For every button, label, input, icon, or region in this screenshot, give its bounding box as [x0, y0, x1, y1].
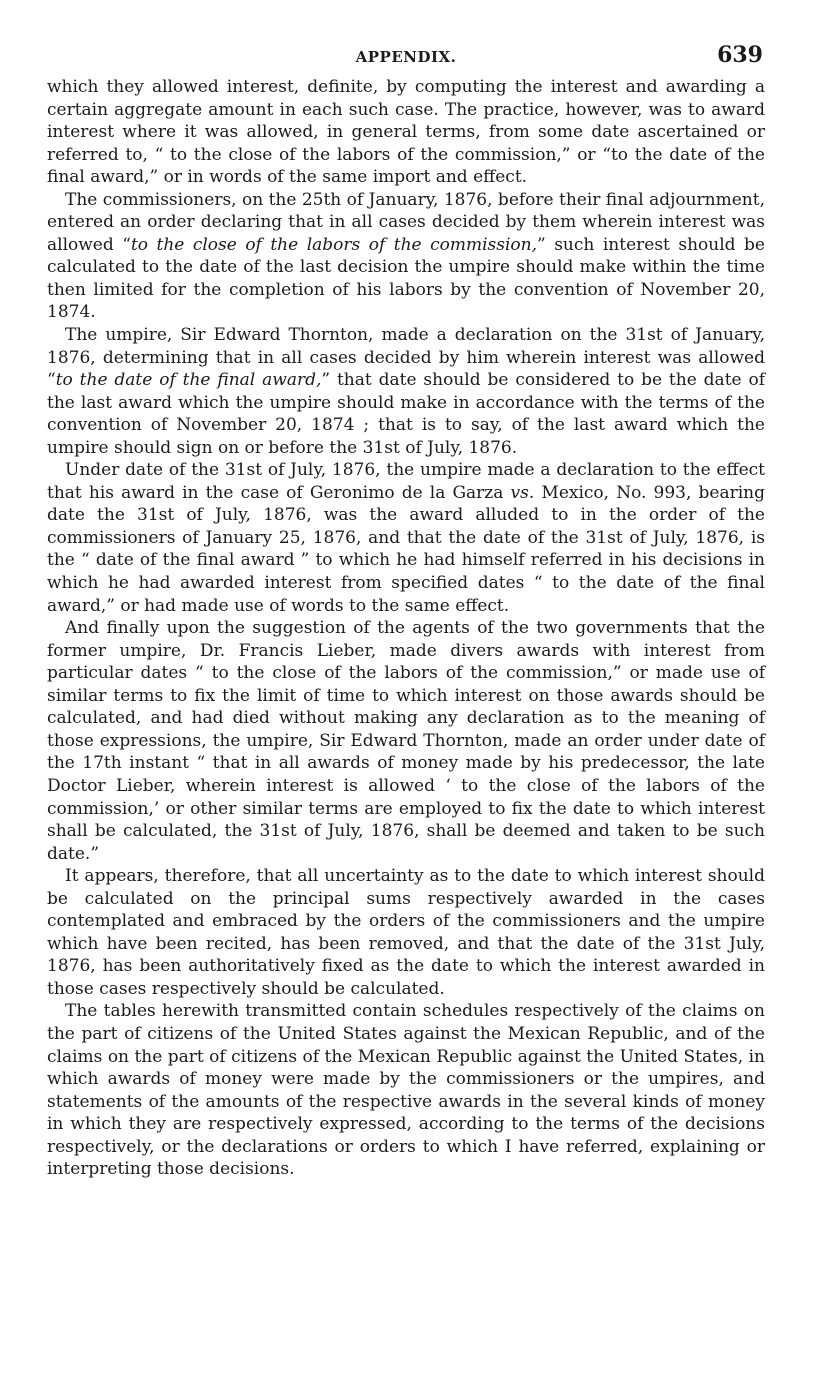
body-text — [47, 76, 765, 1181]
document-page — [47, 40, 765, 1181]
running-header — [47, 40, 765, 76]
paragraph-1-text: which they allowed interest, definite, by computing the interest and awarding a certain aggregate amount in each such case. The practice, however, was to award interest where it was allowed, in general terms, from some date ascertained or referred to, “ to the close of the labors of the commission,” or “to the date of the final award,” or in words of the same import and effect. — [47, 77, 765, 188]
paragraph-3-italic: to the date of the final award, — [55, 370, 322, 391]
paragraph-7 — [47, 1000, 765, 1180]
paragraph-7-text: The tables herewith transmitted contain schedules respectively of the claims on the part of citizens of the United States against the Mexican Republic, and of the claims on the part of citizens of the Mexican Republic against the United States, in which awards of money were made by the commissioners or the umpires, and statements of the amounts of the respective awards in the several kinds of money in which they are respectively expressed, according to the terms of the decisions respectively, or the declarations or orders to which I have referred, explaining or interpreting those decisions. — [47, 1001, 765, 1180]
paragraph-4-italic: vs. — [510, 482, 535, 503]
paragraph-3-text-after: ” that date should be considered to be the date of the last award which the umpire should make in accordance with the terms of the convention of November 20, 1874 ; that is to say, of the last award which the umpire should sign on or before the 31st of July, 1876. — [47, 370, 766, 458]
paragraph-5-text: And finally upon the suggestion of the agents of the two governments that the former umpire, Dr. Francis Lieber, made divers awards with interest from particular dates “ to the close of the labors of the commission,” or made use of similar terms to fix the limit of time to which interest on those awards should be calculated, and had died without making any declaration as to the meaning of those expressions, the umpire, Sir Edward Thornton, made an order under date of the 17th instant “ that in all awards of money made by his predecessor, the late Doctor Lieber, wherein interest is allowed ‘ to the close of the labors of the commission,’ or other similar terms are employed to fix the date to which interest shall be calculated, the 31st of July, 1876, shall be deemed and taken to be such date.” — [47, 618, 765, 864]
paragraph-5 — [47, 617, 765, 865]
paragraph-3 — [47, 324, 765, 459]
paragraph-3-text-before: The umpire, Sir Edward Thornton, made a declaration on the 31st of January, 1876, determining that in all cases decided by him wherein interest was allowed “ — [47, 325, 765, 391]
paragraph-2-italic: to the close of the labors of the commission, — [130, 234, 538, 255]
paragraph-4 — [47, 459, 765, 617]
paragraph-6-text: It appears, therefore, that all uncertainty as to the date to which interest should be calculated on the principal sums respectively awarded in the cases contemplated and embraced by the orders of the commissioners and the umpire which have been recited, has been removed, and that the date of the 31st July, 1876, has been authoritatively fixed as the date to which the interest awarded in those cases respectively should be calculated. — [47, 866, 765, 999]
paragraph-6 — [47, 865, 765, 1000]
paragraph-2-text-after: ” such interest should be calculated to the date of the last decision the umpire should make within the time then limited for the completion of his labors by the convention of November 20, 1874. — [47, 234, 765, 323]
paragraph-2 — [47, 189, 765, 324]
paragraph-1 — [47, 76, 765, 189]
paragraph-4-text-after: Mexico, No. 993, bearing date the 31st of July, 1876, was the award alluded to in the order of the commissioners of January 25, 1876, and that the date of the 31st of July, 1876, is the “ date of the final award ” to which he had himself referred in his decisions in which he had awarded interest from specified dates “ to the date of the final award,” or had made use of words to the same effect. — [47, 482, 766, 616]
running-title: APPENDIX. — [355, 48, 457, 66]
page-number: 639 — [717, 42, 763, 68]
paragraph-4-text-before: Under date of the 31st of July, 1876, the umpire made a declaration to the effect that his award in the case of Geronimo de la Garza — [47, 460, 765, 503]
paragraph-2-text-before: The commissioners, on the 25th of January, 1876, before their final adjournment, entered an order declaring that in all cases decided by them wherein interest was allowed “ — [47, 189, 765, 255]
